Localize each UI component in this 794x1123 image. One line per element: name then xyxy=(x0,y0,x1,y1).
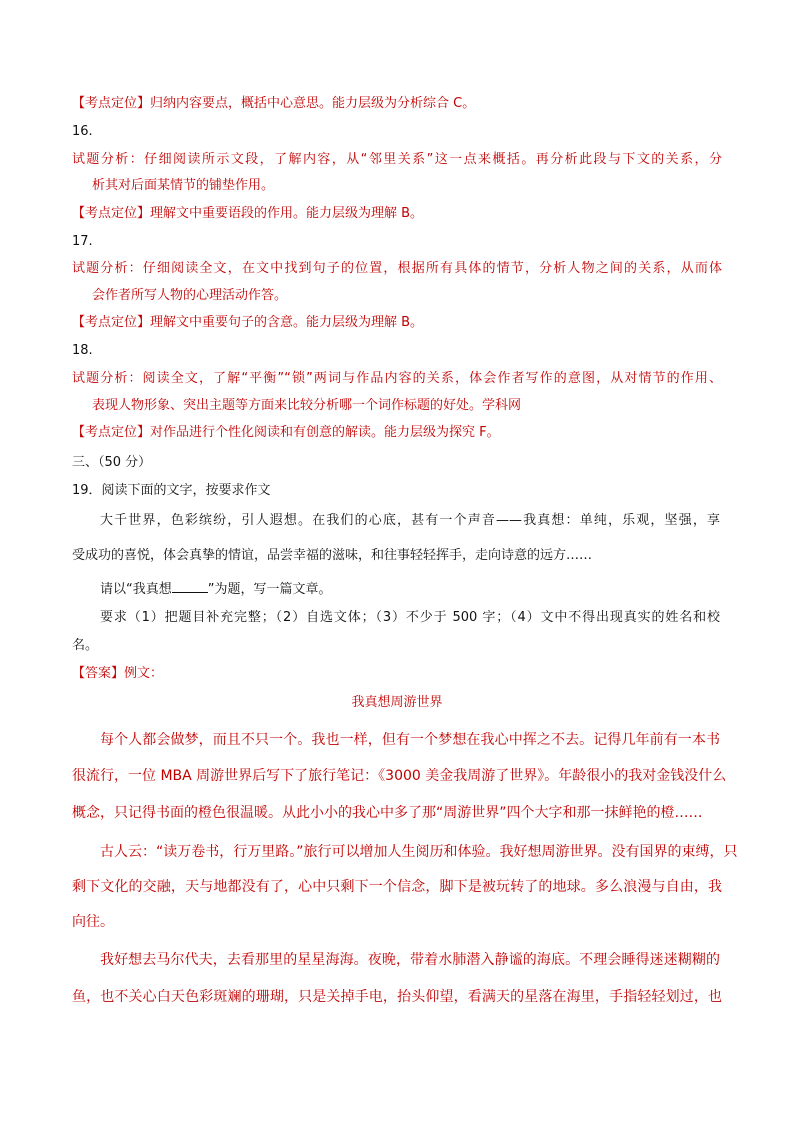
essay-title: 我真想周游世界 xyxy=(351,695,443,710)
material-line1: 大千世界，色彩缤纷，引人遐想。在我们的心底，甚有一个声音——我真想：单纯，乐观，坚强，享 xyxy=(100,513,720,528)
q18-number: 18. xyxy=(72,343,93,358)
q18-locate: 【考点定位】对作品进行个性化阅读和有创意的解读。能力层级为探究 F。 xyxy=(72,425,500,440)
essay-para3-line1: 我好想去马尔代夫，去看那里的星星海海。夜晚，带着水肺潜入静谧的海底。不理会睡得迷迷糊糊的 xyxy=(100,952,720,968)
q17-number: 17. xyxy=(72,234,93,249)
q16-analysis-line1: 试题分析：仔细阅读所示文段，了解内容，从“邻里关系”这一点来概括。再分析此段与下文的关系，分 xyxy=(72,152,722,167)
material-line2: 受成功的喜悦，体会真挚的情谊，品尝幸福的滋味，和往事轻轻挥手，走向诗意的远方…… xyxy=(72,548,593,563)
requirements-line2: 名。 xyxy=(72,638,99,653)
q16-locate: 【考点定位】理解文中重要语段的作用。能力层级为理解 B。 xyxy=(72,206,424,221)
q17-analysis-line2: 会作者所写人物的心理活动作答。 xyxy=(92,288,288,303)
essay-para3-line2: 鱼，也不关心白天色彩斑斓的珊瑚，只是关掉手电，抬头仰望，看满天的星落在海里，手指轻轻划过，也 xyxy=(72,989,722,1005)
essay-para1-line2: 很流行，一位 MBA 周游世界后写下了旅行笔记：《3000 美金我周游了世界》。年龄很小的我对金钱没什么 xyxy=(72,768,727,784)
q16-analysis-line2: 析其对后面某情节的铺垫作用。 xyxy=(92,178,275,193)
writing-instruction xyxy=(100,580,332,599)
q17-locate: 【考点定位】理解文中重要句子的含意。能力层级为理解 B。 xyxy=(72,315,424,330)
section3-heading: 三、（50 分） xyxy=(72,455,152,470)
requirements-line1: 要求（1）把题目补充完整；（2）自选文体；（3）不少于 500 字；（4）文中不得出现真实的姓名和校 xyxy=(100,610,720,625)
essay-para2-line2: 剩下文化的交融，天与地都没有了，心中只剩下一个信念，脚下是被玩转了的地球。多么浪漫与自由，我 xyxy=(72,879,722,895)
title-blank xyxy=(172,580,208,593)
essay-para2-line3: 向往。 xyxy=(72,914,114,930)
q18-analysis-line1: 试题分析：阅读全文，了解“平衡”“锁”两词与作品内容的关系，体会作者写作的意图，从对情节的作用、 xyxy=(72,371,722,386)
essay-para2-line1: 古人云：“读万卷书，行万里路。”旅行可以增加人生阅历和体验。我好想周游世界。没有国界的束缚，只 xyxy=(100,844,738,860)
essay-para1-line1: 每个人都会做梦，而且不只一个。我也一样，但有一个梦想在我心中挥之不去。记得几年前有一本书 xyxy=(100,732,720,748)
q15-locate: 【考点定位】归纳内容要点，概括中心意思。能力层级为分析综合 C。 xyxy=(72,96,476,111)
q19-prompt: 19．阅读下面的文字，按要求作文 xyxy=(72,483,271,498)
q17-analysis-line1: 试题分析：仔细阅读全文，在文中找到句子的位置，根据所有具体的情节，分析人物之间的关系，从而体 xyxy=(72,261,722,276)
essay-para1-line3: 概念，只记得书面的橙色很温暖。从此小小的我心中多了那“周游世界”四个大字和那一抹鲜艳的橙…… xyxy=(72,805,703,821)
instruction-prefix: 请以“我真想 xyxy=(100,582,172,597)
instruction-suffix: ”为题，写一篇文章。 xyxy=(207,582,332,597)
q18-analysis-line2: 表现人物形象、突出主题等方面来比较分析哪一个词作标题的好处。学科网 xyxy=(92,398,522,413)
q16-number: 16. xyxy=(72,124,93,139)
answer-label: 【答案】例文： xyxy=(72,666,164,681)
